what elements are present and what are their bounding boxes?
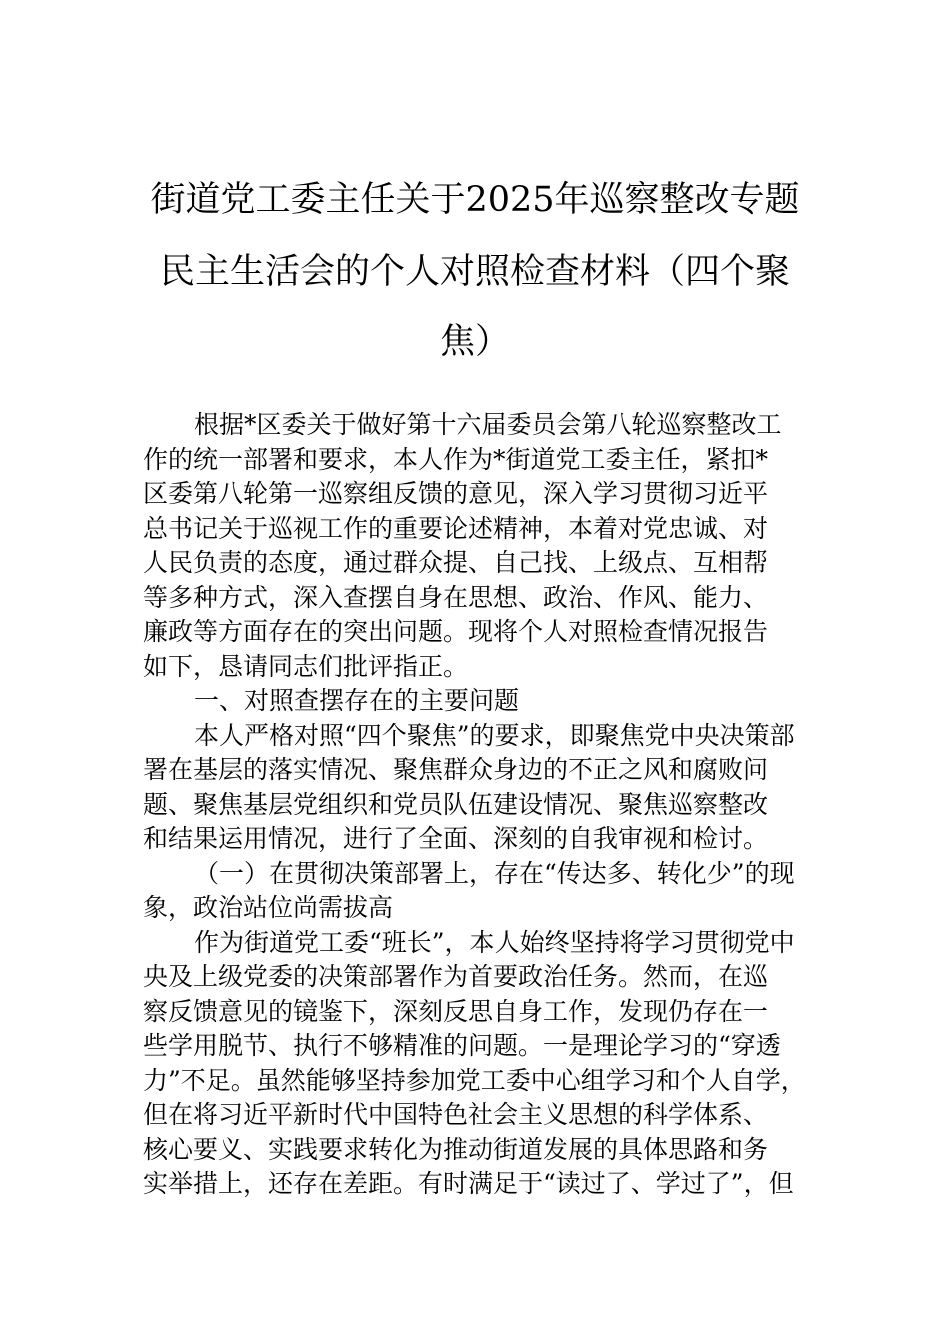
body-paragraph-3-line-2: 央及上级党委的决策部署作为首要政治任务。然而，在巡 (143, 962, 769, 991)
body-paragraph-1-line-3: 区委第八轮第一巡察组反馈的意见，深入学习贯彻习近平 (143, 479, 769, 508)
body-paragraph-3-line-1: 作为街道党工委“班长”，本人始终坚持将学习贯彻党中 (194, 928, 795, 957)
body-paragraph-3-line-4: 些学用脱节、执行不够精准的问题。一是理论学习的“穿透 (143, 1031, 781, 1060)
body-paragraph-2-line-1: 本人严格对照“四个聚焦”的要求，即聚焦党中央决策部 (194, 721, 795, 750)
body-paragraph-1-line-2: 作的统一部署和要求，本人作为*街道党工委主任，紧扣* (143, 445, 769, 474)
body-paragraph-1-line-8: 如下，恳请同志们批评指正。 (143, 652, 469, 681)
section-heading-1: 一、对照查摆存在的主要问题 (194, 686, 520, 715)
body-paragraph-1-line-6: 等多种方式，深入查摆自身在思想、政治、作风、能力、 (143, 583, 769, 612)
subsection-heading-1-line-2: 象，政治站位尚需拔高 (143, 893, 394, 922)
body-paragraph-1-line-5: 人民负责的态度，通过群众提、自己找、上级点、互相帮 (143, 548, 769, 577)
body-paragraph-3-line-3: 察反馈意见的镜鉴下，深刻反思自身工作，发现仍存在一 (143, 997, 769, 1026)
body-paragraph-1-line-4: 总书记关于巡视工作的重要论述精神，本着对党忠诚、对 (143, 514, 769, 543)
body-paragraph-2-line-2: 署在基层的落实情况、聚焦群众身边的不正之风和腐败问 (143, 755, 769, 784)
body-paragraph-2-line-4: 和结果运用情况，进行了全面、深刻的自我审视和检讨。 (143, 824, 769, 853)
body-paragraph-2-line-3: 题、聚焦基层党组织和党员队伍建设情况、聚焦巡察整改 (143, 790, 769, 819)
document-title-line-1: 街道党工委主任关于2025年巡察整改专题 (150, 180, 800, 220)
document-title-line-3: 焦） (439, 322, 510, 362)
body-paragraph-3-line-7: 核心要义、实践要求转化为推动街道发展的具体思路和务 (143, 1135, 769, 1164)
body-paragraph-3-line-6: 但在将习近平新时代中国特色社会主义思想的科学体系、 (143, 1100, 769, 1129)
body-paragraph-3-line-8: 实举措上，还存在差距。有时满足于“读过了、学过了”，但 (143, 1169, 794, 1198)
subsection-heading-1-line-1: （一）在贯彻决策部署上，存在“传达多、转化少”的现 (194, 859, 795, 888)
document-title-line-2: 民主生活会的个人对照检查材料（四个聚 (159, 252, 790, 292)
body-paragraph-1-line-1: 根据*区委关于做好第十六届委员会第八轮巡察整改工 (194, 410, 782, 439)
body-paragraph-3-line-5: 力”不足。虽然能够坚持参加党工委中心组学习和个人自学， (143, 1066, 806, 1095)
body-paragraph-1-line-7: 廉政等方面存在的突出问题。现将个人对照检查情况报告 (143, 617, 769, 646)
